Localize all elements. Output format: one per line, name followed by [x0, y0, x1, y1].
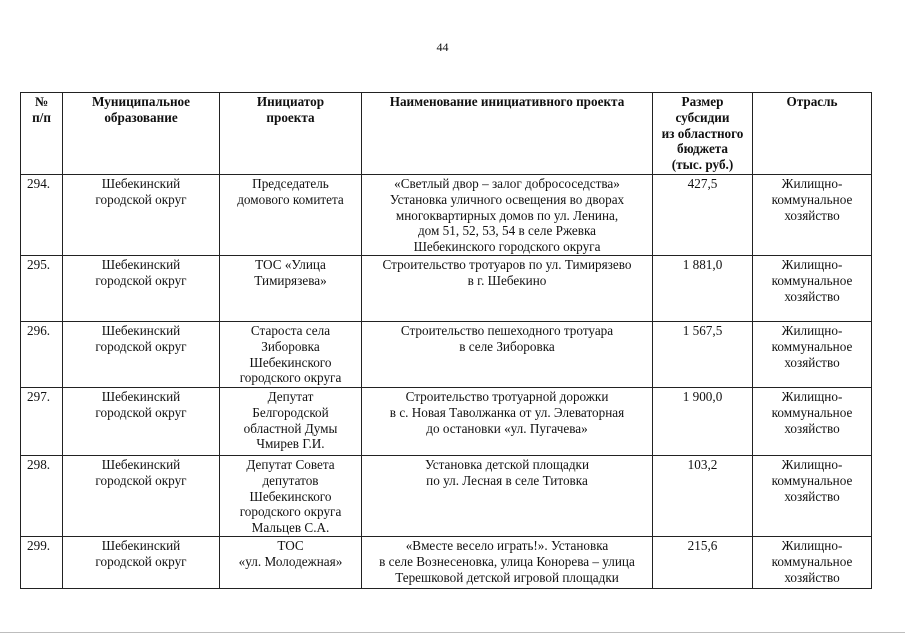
- row-initiator: ТОС «ул. Молодежная»: [220, 536, 362, 588]
- table-row: [21, 175, 872, 256]
- table-row: [21, 256, 872, 322]
- page-bottom-rule: [0, 632, 905, 633]
- column-header-initiator: Инициатор проекта: [220, 93, 362, 175]
- row-sector: Жилищно- коммунальное хозяйство: [753, 536, 872, 588]
- table-row: [21, 456, 872, 537]
- projects-table: [20, 92, 872, 589]
- row-project: Строительство пешеходного тротуара в селе Зиборовка: [362, 322, 653, 388]
- row-number: 295.: [21, 256, 63, 322]
- row-initiator: Депутат Совета депутатов Шебекинского городского округа Мальцев С.А.: [220, 456, 362, 537]
- row-sector: Жилищно- коммунальное хозяйство: [753, 456, 872, 537]
- row-number: 298.: [21, 456, 63, 537]
- row-municipality: Шебекинский городской округ: [63, 175, 220, 256]
- row-municipality: Шебекинский городской округ: [63, 322, 220, 388]
- row-municipality: Шебекинский городской округ: [63, 536, 220, 588]
- row-project: Строительство тротуарной дорожки в с. Новая Таволжанка от ул. Элеваторная до остановки «ул. Пугачева»: [362, 388, 653, 456]
- column-header-project: Наименование инициативного проекта: [362, 93, 653, 175]
- page-number: 44: [436, 40, 449, 54]
- row-sector: Жилищно- коммунальное хозяйство: [753, 256, 872, 322]
- row-number: 297.: [21, 388, 63, 456]
- row-municipality: Шебекинский городской округ: [63, 456, 220, 537]
- column-header-sector: Отрасль: [753, 93, 872, 175]
- table-row: [21, 322, 872, 388]
- table-row: [21, 388, 872, 456]
- row-sector: Жилищно- коммунальное хозяйство: [753, 322, 872, 388]
- row-number: 299.: [21, 536, 63, 588]
- column-header-number: № п/п: [21, 93, 63, 175]
- row-number: 294.: [21, 175, 63, 256]
- row-sector: Жилищно- коммунальное хозяйство: [753, 388, 872, 456]
- row-subsidy: 1 567,5: [653, 322, 753, 388]
- row-subsidy: 103,2: [653, 456, 753, 537]
- row-number: 296.: [21, 322, 63, 388]
- row-subsidy: 1 881,0: [653, 256, 753, 322]
- table-header-row: [21, 93, 872, 175]
- row-project: «Светлый двор – залог добрососедства» Установка уличного освещения во дворах многоквартирных домов по ул. Ленина, дом 51, 52, 53, 54 в селе Ржевка Шебекинского городского округа: [362, 175, 653, 256]
- row-initiator: Депутат Белгородской областной Думы Чмирев Г.И.: [220, 388, 362, 456]
- row-project: Установка детской площадки по ул. Лесная в селе Титовка: [362, 456, 653, 537]
- row-project: «Вместе весело играть!». Установка в селе Вознесеновка, улица Конорева – улица Терешковой детской игровой площадки: [362, 536, 653, 588]
- table-row: [21, 536, 872, 588]
- row-subsidy: 427,5: [653, 175, 753, 256]
- row-sector: Жилищно- коммунальное хозяйство: [753, 175, 872, 256]
- column-header-municipality: Муниципальное образование: [63, 93, 220, 175]
- column-header-subsidy: Размер субсидии из областного бюджета (тыс. руб.): [653, 93, 753, 175]
- row-municipality: Шебекинский городской округ: [63, 256, 220, 322]
- row-subsidy: 1 900,0: [653, 388, 753, 456]
- row-initiator: Староста села Зиборовка Шебекинского городского округа: [220, 322, 362, 388]
- row-initiator: ТОС «Улица Тимирязева»: [220, 256, 362, 322]
- row-initiator: Председатель домового комитета: [220, 175, 362, 256]
- row-project: Строительство тротуаров по ул. Тимирязево в г. Шебекино: [362, 256, 653, 322]
- row-subsidy: 215,6: [653, 536, 753, 588]
- row-municipality: Шебекинский городской округ: [63, 388, 220, 456]
